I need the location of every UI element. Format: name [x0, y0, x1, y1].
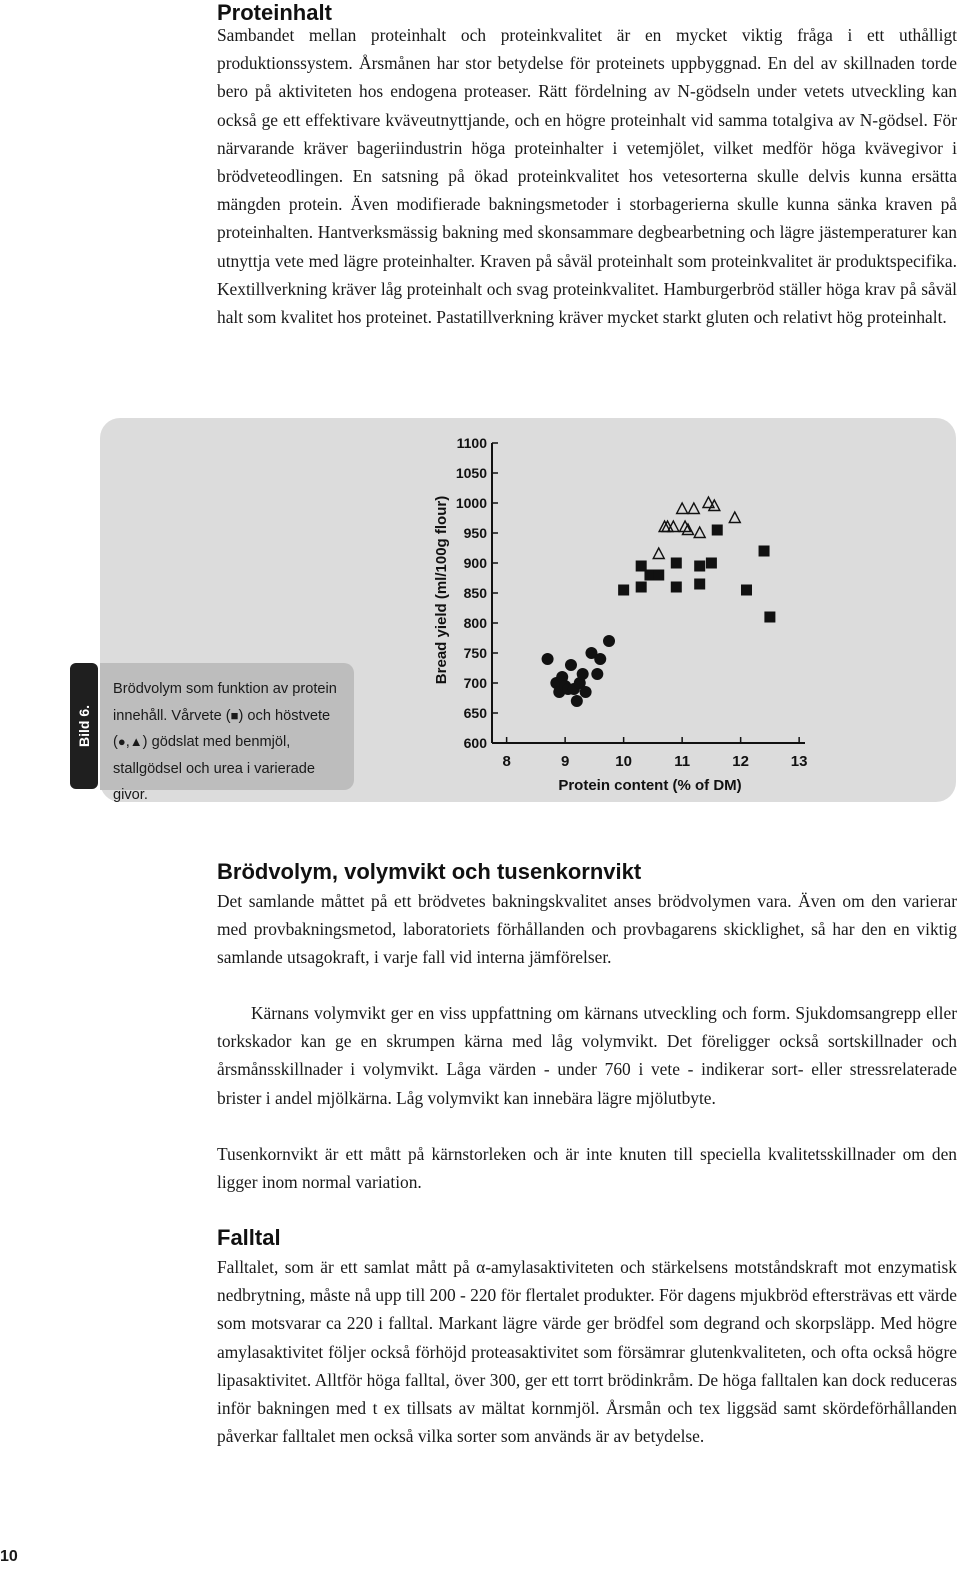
x-tick-label: 13 — [790, 753, 808, 770]
square-point — [653, 570, 664, 581]
square-point — [764, 612, 775, 623]
y-tick-label: 650 — [463, 705, 487, 721]
circle-point — [565, 659, 577, 671]
triangle-point — [677, 503, 688, 514]
square-point — [671, 582, 682, 593]
triangle-point — [729, 512, 740, 523]
y-tick-label: 900 — [463, 555, 487, 571]
y-tick-label: 600 — [463, 735, 487, 751]
y-axis-label: Bread yield (ml/100g flour) — [433, 495, 450, 685]
circle-marker-icon: ● — [117, 734, 126, 749]
square-point — [636, 582, 647, 593]
triangle-point — [694, 527, 705, 538]
y-tick-label: 700 — [463, 675, 487, 691]
x-tick-label: 10 — [615, 753, 632, 770]
y-tick-label: 850 — [463, 585, 487, 601]
paragraph-brodvolym-1: Det samlande måttet på ett brödvetes bakningskvalitet anses brödvolymen vara. Även om den varierar med provbakningsmetod, laboratoriets förhållanden och provbagarens skicklighet, så har den en viktig samlande utsagokraft, i varje fall vid interna jämförelser. — [217, 891, 957, 968]
y-tick-label: 950 — [463, 525, 487, 541]
square-point — [741, 585, 752, 596]
square-point — [671, 558, 682, 569]
triangle-point — [653, 548, 664, 559]
y-tick-labels — [456, 435, 487, 751]
x-tick-label: 8 — [502, 753, 511, 770]
y-tick-label: 1100 — [456, 435, 487, 451]
square-point — [706, 558, 717, 569]
y-tick-label: 750 — [463, 645, 487, 661]
y-tick-label: 800 — [463, 615, 487, 631]
square-point — [712, 525, 723, 536]
scatter-chart — [420, 425, 820, 800]
page-number: 10 — [0, 1548, 18, 1565]
triangle-point — [688, 503, 699, 514]
y-tick-label: 1000 — [455, 495, 487, 511]
x-axis-label: Protein content (% of DM) — [558, 777, 742, 794]
figure-number-label: Bild 6. — [76, 704, 92, 748]
square-point — [694, 561, 705, 572]
x-tick-labels — [502, 753, 807, 770]
circle-point — [580, 686, 592, 698]
figure-caption: Brödvolym som funktion av protein innehåll. Vårvete (■) och höstvete (●,▲) gödslat med benmjöl, stallgödsel och urea i varierade givor. — [113, 681, 337, 803]
square-point — [759, 546, 770, 557]
paragraph-brodvolym-3: Tusenkornvikt är ett mått på kärnstorleken och är inte knuten till speciella kvalitetsskillnader om den ligger inom normal variation. — [217, 1144, 957, 1193]
square-marker-icon: ■ — [230, 707, 239, 723]
circle-point — [594, 653, 606, 665]
circle-point — [591, 668, 603, 680]
paragraph-falltal: Falltalet, som är ett samlat mått på α-amylasaktiviteten och stärkelsens motståndskraft mot enzymatisk nedbrytning, måste nå upp till 200 - 220 för flertalet produkter. För dagens mjukbröd eftersträvas ett värde som motsvarar ca 220 i falltal. Markant lägre värde ger brödfel som degrand och skorpsläpp. Med högre amylasaktivitet följer också förhöjd proteasaktivitet som försämrar glutenkvaliteten, och ofta också högre lipasaktivitet. Alltför höga falltal, över 300, ger ett torrt brödinkråm. De höga falltalen kan dock reduceras inför bakningen med t ex tillsats av mältat kornmjöl. Årsmån och tex liggsäd samt skördeförhållanden påverkar falltalet men också vilka sorter som används är av betydelse. — [217, 1257, 957, 1447]
section-heading-brodvolym: Brödvolym, volymvikt och tusenkornvikt — [217, 859, 642, 884]
triangle-marker-icon: ▲ — [129, 734, 143, 749]
x-tick-label: 9 — [560, 753, 570, 770]
section-heading-falltal: Falltal — [217, 1225, 281, 1250]
y-tick-label: 1050 — [455, 465, 487, 481]
circle-point — [603, 635, 615, 647]
paragraph-proteinhalt: Sambandet mellan proteinhalt och proteinkvalitet är en mycket viktig fråga i ett uthålligt produktionssystem. Årsmånen har stor betydelse för proteinets uppbyggnad. En del av skillnaden torde bero på aktiviteten hos endogena proteaser. Rätt fördelning av N-gödseln under vetets utveckling kan också ge ett effektivare kväveutnyttjande, och en högre proteinhalt vid samma totalgiva av N-gödsel. För närvarande kräver bageriindustrin höga proteinhalter i vetemjölet, vilket medför höga kvävegivor i brödveteodlingen. En satsning på ökad proteinkvalitet hos vetesorterna skulle delvis kunna ersätta mängden protein. Även modifierade bakningsmetoder i storbagerierna skulle kunna sänka kraven på proteinhalten. Hantverksmässig bakning med skonsammare degbearbetning och lägre jästemperaturer kan utnyttja vete med lägre proteinhalter. Kraven på såväl proteinhalt som proteinkvalitet är produktspecifika. Kextillverkning kräver låg proteinhalt och svag proteinkvalitet. Hamburgerbröd ställer höga krav på såväl halt som kvalitet hos proteinet. Pastatillverkning kräver mycket starkt gluten och relativt hög proteinhalt. — [217, 25, 957, 328]
circle-point — [542, 653, 554, 665]
section-heading-proteinhalt: Proteinhalt — [217, 0, 332, 25]
circle-point — [577, 668, 589, 680]
x-tick-label: 11 — [674, 753, 691, 770]
x-tick-label: 12 — [732, 753, 749, 770]
triangle-point — [703, 497, 714, 508]
square-point — [618, 585, 629, 596]
chart-axes — [492, 443, 805, 743]
square-point — [694, 579, 705, 590]
paragraph-brodvolym-2: Kärnans volymvikt ger en viss uppfattning om kärnans utveckling och form. Sjukdomsangrepp eller torkskador kan ge en skrumpen kärna med låg volymvikt. Det föreligger också sortskillnader och årsmånsskillnader i volymvikt. Låga värden - under 760 i vete - indikerar sort- eller stressrelaterade brister i andel mjölkärna. Låg volymvikt kan innebära lägre mjölutbyte. — [217, 1003, 957, 1108]
square-point — [636, 561, 647, 572]
circle-point — [571, 695, 583, 707]
data-points — [542, 497, 776, 707]
